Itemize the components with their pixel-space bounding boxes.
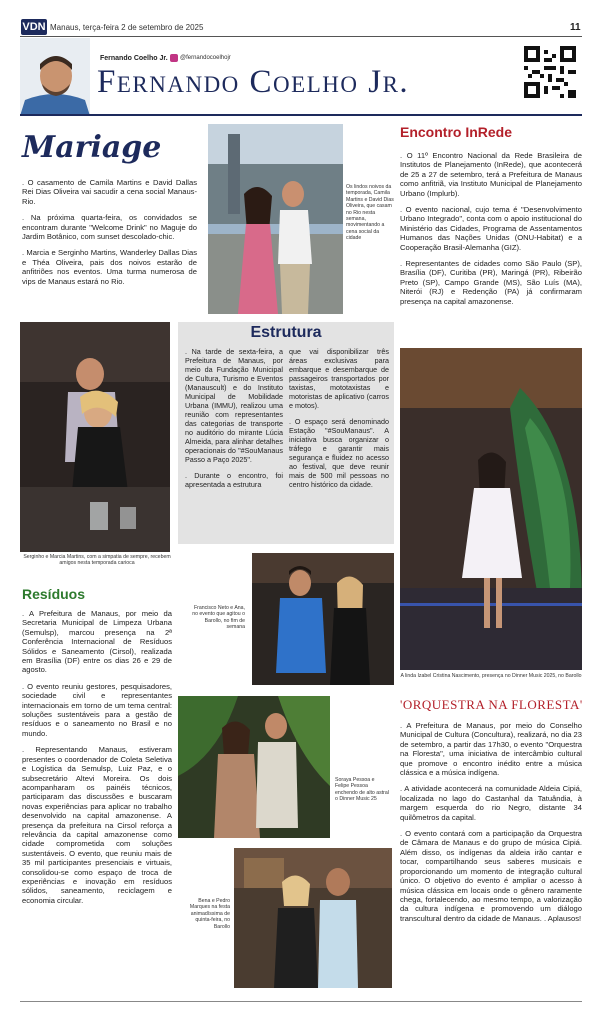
francisco-ana-photo <box>252 553 394 685</box>
mariage-title: Mariage <box>22 130 162 165</box>
inrede-title: Encontro InRede <box>400 124 513 140</box>
dateline: Manaus, terça-feira 2 de setembro de 2025 <box>50 23 204 32</box>
paragraph: . O evento reuniu gestores, pesquisadores, sociedade civil e representantes internacionais em torno de um tema central: soluções sustentáveis para a gestão de resíduos e o saneamento no Brasil e no mundo. <box>22 681 172 738</box>
caption-bena: Bena e Pedro Marques na festa animadíssima de quinta-feira, no Barollo <box>189 898 230 930</box>
caption-francisco: Francisco Neto e Ana, no evento que agitou o Barollo, no fim de semana <box>192 605 245 631</box>
paragraph: . O espaço será denominado Estação "#SouManaus". A iniciativa busca organizar o tráfego e garantir mais segurança e fluidez no acesso ao festival, que deve reunir mais de 500 mil pessoas no centro histórico da cidade. <box>289 417 389 489</box>
columnist-photo <box>20 38 90 116</box>
qr-code[interactable] <box>524 46 576 98</box>
paragraph: . A atividade acontecerá na comunidade Aldeia Cipiá, localizada no lago do Castanhal da Tatuândia, à margem esquerda do rio Negro, distante 34 quilômetros da capital. <box>400 784 582 822</box>
inrede-body <box>400 151 582 313</box>
caption-serginho: Serginho e Marcia Martins, com a simpatia de sempre, recebem amigos nesta temporada carioca <box>23 554 171 567</box>
caption-izabel: A linda Izabel Cristina Nascimento, presença no Dinner Music 2025, no Barollo <box>400 673 582 679</box>
paragraph: . Representantes de cidades como São Paulo (SP), Brasília (DF), Curitiba (PR), Maringá (PR), Ribeirão Preto (SP), Campo Grande (MS), São Luís (MA), Niterói (RJ) e Redenção (PA) já confirmaram presença na capital amazonense. <box>400 259 582 306</box>
paragraph: . Marcia e Serginho Martins, Wanderley Dallas Dias e Théa Oliveira, pais dos noivos estarão de anfitriões nos eventos. Uma turma numerosa de vips de Manaus estará no Rio. <box>22 248 197 286</box>
paragraph: . O casamento de Camila Martins e David Dallas Rei Dias Oliveira vai sacudir a cena social Manaus-Rio. <box>22 178 197 206</box>
orquestra-title: 'ORQUESTRA NA FLORESTA' <box>400 697 583 712</box>
paragraph: . A Prefeitura de Manaus, por meio do Conselho Municipal de Cultura (Concultura), realizará, no dia 23 de setembro, a partir das 17h30, o evento "Orquestra na Floresta", uma iniciativa de intercâmbio cultural que promove o encontro inédito entre a música clássica e a música indígena. <box>400 721 582 778</box>
izabel-photo <box>400 348 582 670</box>
orquestra-body <box>400 721 582 930</box>
caption-couple: Os lindos noivos da temporada, Camila Martins e David Dias Oliveira, que casam no Rio nesta semana, movimentando a cena social da cidade <box>346 184 394 242</box>
masthead-rule <box>20 114 582 116</box>
caption-soraya: Soraya Pessoa e Felipe Pessoa enchendo de alto astral o Dinner Music 25 <box>335 777 389 803</box>
couple-photo <box>208 124 343 314</box>
instagram-icon <box>170 54 178 62</box>
columnist-name-small: Fernando Coelho Jr. <box>100 55 168 62</box>
paragraph: . Na próxima quarta-feira, os convidados se encontram durante "Welcome Drink" no Maguje do Jardim Botânico, com sunset descolado-chic. <box>22 213 197 242</box>
residuos-title: Resíduos <box>22 586 86 602</box>
paragraph: . Na tarde de sexta-feira, a Prefeitura de Manaus, por meio da Fundação Municipal de Cultura, Turismo e Eventos (Manauscult) e do Instituto Municipal de Mobilidade Urbana (IMMU), realizou uma reunião com representantes das categorias de transporte no auditório do mirante Lúcia Almeida, para alinhar detalhes operacionais do "#SouManaus Passo a Paço 2025". <box>185 347 283 464</box>
serginho-marcia-photo <box>20 322 170 552</box>
soraya-felipe-photo <box>178 696 330 838</box>
estrutura-col1 <box>185 347 283 496</box>
instagram-handle[interactable]: @fernandocoelhojr <box>180 55 231 61</box>
header-rule <box>20 36 582 37</box>
columnist-title: Fernando Coelho Jr. <box>97 64 410 100</box>
paragraph: . O 11º Encontro Nacional da Rede Brasileira de Institutos de Planejamento (InRede), que acontecerá de 25 a 27 de setembro, terá a Prefeitura de Manaus como anfitriã, via Instituto Municipal de Planejamento Urbano (Implurb). <box>400 151 582 198</box>
paragraph: . A Prefeitura de Manaus, por meio da Secretaria Municipal de Limpeza Urbana (Semulsp), marcou presença na 2ª Conferência Internacional de Resíduos Sólidos e Saneamento (Cirsol), realizada em Brasília (DF) entre os dias 26 e 29 de agosto. <box>22 609 172 675</box>
paragraph: . Representando Manaus, estiveram presentes o coordenador de Coleta Seletiva e Logística da Semulsp, Luiz Paz, e o subsecretário Altevi Moreira. Os dois acompanharam os painéis técnicos, participaram das discussões e buscaram novas experiências para aplicar no trabalho desenvolvido na capital amazonense. A presença da prefeitura na Cirsol reforça a relevância da capital amazonense como cidade comprometida com soluções sustentáveis. O evento, que reuniu mais de 35 mil participantes presenciais e virtuais, consolidou-se como espaço de troca de experiências e inovação em resíduos sólidos, saneamento, reciclagem e economia circular. <box>22 745 172 905</box>
page-number: 11 <box>570 22 581 33</box>
estrutura-title: Estrutura <box>250 324 322 341</box>
paragraph: que vai disponibilizar três áreas exclusivas para embarque e desembarque de passageiros transportados por taxistas, mototaxistas e motoristas de aplicativo (carros e motos). <box>289 347 389 410</box>
paragraph: . Durante o encontro, foi apresentada a estrutura <box>185 471 283 489</box>
paragraph: . O evento nacional, cujo tema é "Desenvolvimento Urbano Integrado", conta com o apoio institucional do Ministério das Cidades, Programa de Assentamentos Humanos das Nações Unidas (ONU-Habitat) e a Cooperação Brasil-Alemanha (GIZ). <box>400 205 582 252</box>
bena-pedro-photo <box>234 848 392 988</box>
estrutura-col2 <box>289 347 389 496</box>
residuos-body <box>22 609 172 912</box>
paragraph: . O evento contará com a participação da Orquestra de Câmara de Manaus e do grupo de música Cipiá. Além disso, os indígenas da aldeia irão cantar e tocar, compartilhando seus saberes musicais e proporcionando um momento de integração cultural único. O objetivo do evento é ampliar o acesso à música clássica em locais onde o gênero raramente chega, fortalecendo, ao mesmo tempo, a valorização da cultura indígena e promovendo um diálogo transcultural dentro da cidade de Manaus. . Aplausos! <box>400 829 582 923</box>
masthead-logo: VDN <box>22 21 46 33</box>
mariage-body <box>22 178 197 293</box>
footer-rule <box>20 1001 582 1002</box>
